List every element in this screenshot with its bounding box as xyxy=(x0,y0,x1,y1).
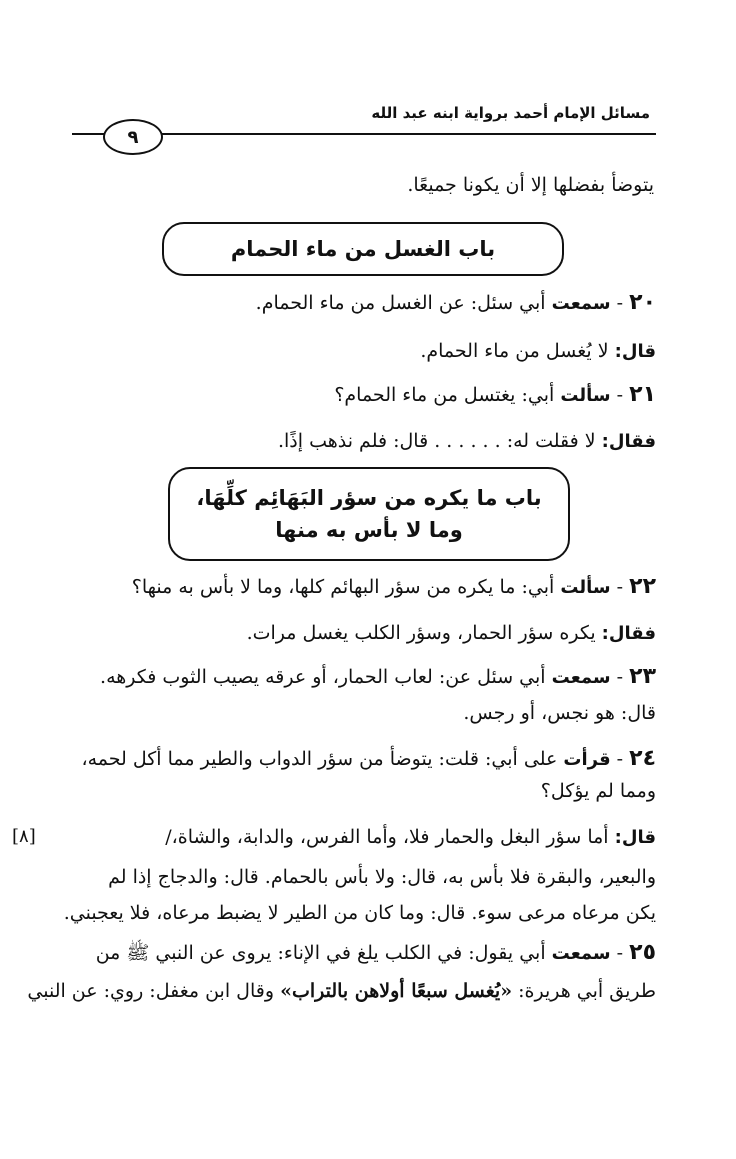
entry-text: أبي: يغتسل من ماء الحمام؟ xyxy=(334,384,555,406)
entry-20: ٢٠ - سمعت أبي سئل: عن الغسل من ماء الحمام. xyxy=(255,290,656,315)
answer-keyword: قال: xyxy=(614,827,656,848)
entry-number: ٢٢ xyxy=(629,574,656,599)
entry-text: أبي سئل عن: لعاب الحمار، أو عرقه يصيب الثوب فكرهه. xyxy=(100,666,546,688)
entry-25: ٢٥ - سمعت أبي يقول: في الكلب يلغ في الإناء: يروى عن النبي ﷺ من xyxy=(95,940,656,965)
answer-text: يكره سؤر الحمار، وسؤر الكلب يغسل مرات. xyxy=(246,622,596,644)
entry-23: ٢٣ - سمعت أبي سئل عن: لعاب الحمار، أو عرقه يصيب الثوب فكرهه. xyxy=(100,664,656,689)
entry-number: ٢٠ xyxy=(629,290,656,315)
running-header: مسائل الإمام أحمد برواية ابنه عبد الله xyxy=(371,104,650,122)
entry-keyword: سمعت xyxy=(551,943,611,964)
entry-number: ٢١ xyxy=(629,382,656,407)
entry-text: أبي: ما يكره من سؤر البهائم كلها، وما لا بأس به منها؟ xyxy=(131,576,555,598)
entry-21: ٢١ - سألت أبي: يغتسل من ماء الحمام؟ xyxy=(334,382,656,407)
text-line xyxy=(27,978,656,1004)
text-line: يتوضأ بفضلها إلا أن يكونا جميعًا. xyxy=(407,174,654,196)
entry-keyword: سألت xyxy=(560,385,611,406)
text-line: يكن مرعاه مرعى سوء. قال: وما كان من الطير لا يضبط مرعاه، فلا يعجبني. xyxy=(63,902,656,924)
entry-text: أبي يقول: في الكلب يلغ في الإناء: يروى عن النبي ﷺ من xyxy=(95,942,546,964)
text-line: قال: هو نجس، أو رجس. xyxy=(463,702,656,724)
answer-text: لا فقلت له: . . . . . . قال: فلم نذهب إذًا. xyxy=(277,430,596,452)
entry-keyword: سمعت xyxy=(551,293,611,314)
text-segment: طريق أبي هريرة: xyxy=(518,980,656,1002)
entry-number: ٢٥ xyxy=(629,940,656,965)
entry-22: ٢٢ - سألت أبي: ما يكره من سؤر البهائم كلها، وما لا بأس به منها؟ xyxy=(131,574,656,599)
entry-keyword: سمعت xyxy=(551,667,611,688)
chapter-heading-box xyxy=(168,467,570,561)
chapter-heading: باب الغسل من ماء الحمام xyxy=(230,237,496,261)
answer-line xyxy=(278,428,656,455)
entry-text: أبي سئل: عن الغسل من ماء الحمام. xyxy=(255,292,546,314)
text-line: ومما لم يؤكل؟ xyxy=(540,780,656,802)
chapter-heading-line2: وما لا بأس به منها xyxy=(275,518,463,542)
entry-keyword: سألت xyxy=(560,577,611,598)
answer-keyword: فقال: xyxy=(601,431,656,452)
text-line: والبعير، والبقرة فلا بأس به، قال: ولا بأس بالحمام. قال: والدجاج إذا لم xyxy=(108,866,656,888)
entry-text: على أبي: قلت: يتوضأ من سؤر الدواب والطير مما أكل لحمه، xyxy=(81,748,558,770)
page-number: ٩ xyxy=(103,119,163,155)
answer-text: لا يُغسل من ماء الحمام. xyxy=(420,340,609,362)
entry-keyword: قرأت xyxy=(563,749,611,770)
margin-folio-reference: [٨] xyxy=(12,826,36,847)
chapter-heading-line1: باب ما يكره من سؤر البَهَائِم كلِّهَا، xyxy=(196,486,542,510)
answer-keyword: فقال: xyxy=(601,623,656,644)
answer-line xyxy=(420,338,656,365)
hadith-quote: «يُغسل سبعًا أولاهن بالتراب» xyxy=(280,980,513,1002)
answer-text: أما سؤر البغل والحمار فلا، وأما الفرس، والدابة، والشاة،/ xyxy=(165,826,609,848)
entry-number: ٢٤ xyxy=(629,746,656,771)
text-segment: وقال ابن مغفل: روي: عن النبي xyxy=(27,980,275,1002)
chapter-heading-box xyxy=(162,222,564,276)
answer-line xyxy=(165,824,656,851)
entry-number: ٢٣ xyxy=(629,664,656,689)
entry-24: ٢٤ - قرأت على أبي: قلت: يتوضأ من سؤر الدواب والطير مما أكل لحمه، xyxy=(81,746,656,771)
answer-keyword: قال: xyxy=(614,341,656,362)
answer-line xyxy=(247,620,656,647)
